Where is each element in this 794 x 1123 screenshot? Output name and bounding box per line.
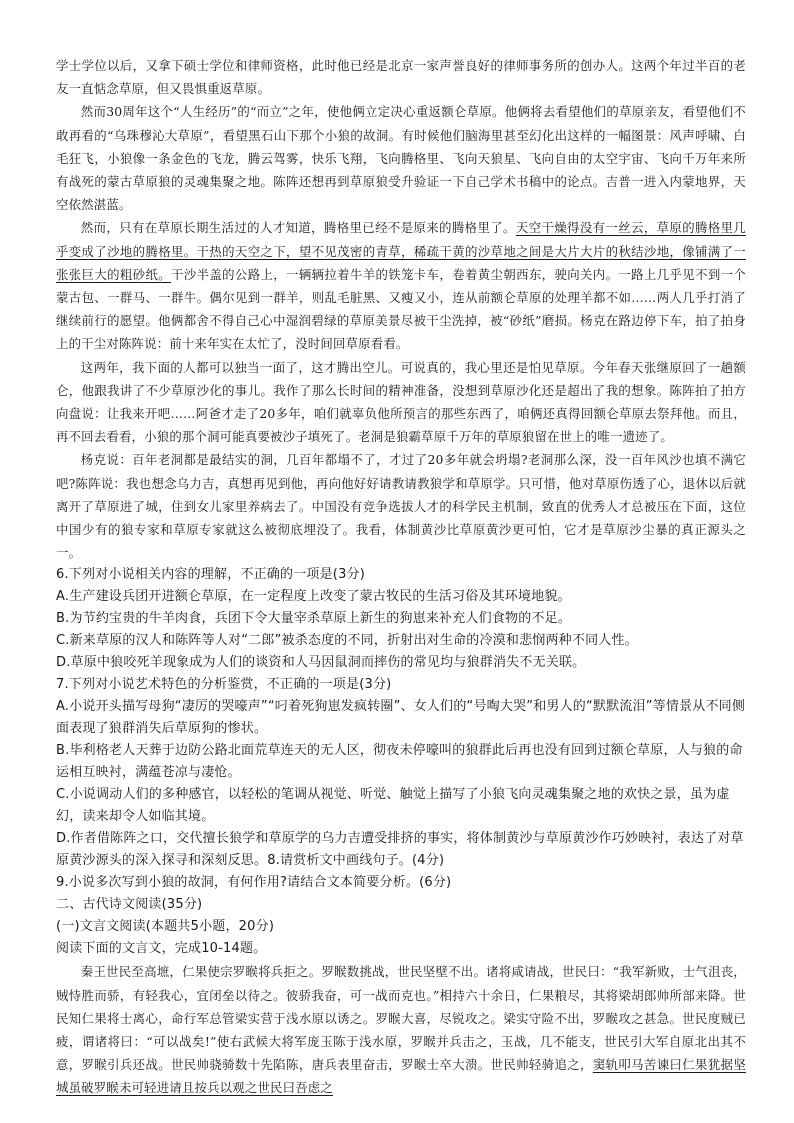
- underlined-sentence: 窦轨叩马苦谏曰仁果犹据坚城虽破罗睺未可轻进请且按兵以观之世民曰吾虑之: [56, 1057, 746, 1096]
- passage-text: 秦王世民至高墌，仁果使宗罗睺将兵拒之。罗睺数挑战，世民坚壁不出。诸将咸请战，世民曰：“我军新败，士气沮丧，贼恃胜而骄，有轻我心，宜闭垒以待之。彼骄我奋，可一战而克也。”相持六十余日，仁果粮尽，其将梁胡郎帅所部来降。世民知仁果将士离心，命行军总管梁实营于浅水原以诱之。罗睺大喜，尽锐攻之。梁实守险不出，罗睺攻之甚急。世民度贼已疲，谓诸将曰：“可以战矣!”使右武候大将军庞玉陈于浅水原，罗睺并兵击之，玉战，几不能支，世民引大军自原北出其不意，罗睺引兵还战。世民帅骁骑数十先陷陈，唐兵表里奋击，罗睺士卒大溃。世民帅轻骑追之，: [56, 964, 746, 1073]
- question-option: D.作者借陈阵之口，交代擅长狼学和草原学的乌力吉遭受排挤的事实，将体制黄沙与草原黄沙作巧妙映衬，表达了对草原黄沙源头的深入探寻和深刻反思。8.请赏析文中画线句子。(4分): [56, 831, 744, 869]
- passage-paragraph: [56, 216, 746, 355]
- passage-paragraph: [56, 960, 746, 1099]
- section-title: 二、古代诗文阅读(35分): [56, 897, 203, 913]
- question-option: A.生产建设兵团开进额仑草原，在一定程度上改变了蒙古牧民的生活习俗及其环境地貌。: [56, 589, 571, 605]
- question-line: 9.小说多次写到小狼的故洞，有何作用?请结合文本简要分析。(6分): [56, 875, 452, 891]
- question-option: B.为节约宝贵的牛羊肉食，兵团下令大量宰杀草原上新生的狗崽来补充人们食物的不足。: [56, 611, 572, 627]
- question-option: B.毕利格老人天葬于边防公路北面荒草连天的无人区，彻夜未停嚎叫的狼群此后再也没有回到过额仑草原，人与狼的命运相互映衬，满蕴苍凉与凄怆。: [56, 743, 743, 781]
- question-option: C.新来草原的汉人和陈阵等人对“二郎”被杀态度的不同，折射出对生命的冷漠和悲悯两种不同人性。: [56, 633, 638, 649]
- questions-block: [56, 564, 746, 960]
- novel-passage: [56, 54, 746, 564]
- classical-passage: [56, 960, 746, 1099]
- passage-text: 干沙半盖的公路上，一辆辆拉着牛羊的铁笼卡车，卷着黄尘朝西东，驶向关内。一路上几乎见不到一个蒙古包、一群马、一群牛。偶尔见到一群羊，则乱毛脏黑、又瘦又小，连从前额仑草原的处理羊都不如……两人几乎打消了继续前行的愿望。他俩都舍不得自己心中湿润碧绿的草原美景尽被干尘洗掉，被“砂纸”磨损。杨克在路边停下车，拍了拍身上的干尘对陈阵说：前十来年实在太忙了，没时间回草原看看。: [56, 266, 746, 352]
- subsection-title: (一)文言文阅读(本题共5小题，20分): [56, 919, 275, 935]
- passage-paragraph: 杨克说：百年老洞都是最结实的洞，几百年都塌不了，才过了20多年就会坍塌?老洞那么深，没一百年风沙也填不满它吧?陈阵说：我也想念乌力吉，真想再见到他，再向他好好请教请教狼学和草原学。只可惜，他对草原伤透了心，退休以后就离开了草原进了城，住到女儿家里养病去了。中国没有竞争选拔人才的科学民主机制，致直的优秀人才总被压在下面，这位中国少有的狼专家和草原专家就这么被彻底埋没了。我看，体制黄沙比草原黄沙更可怕，它才是草原沙尘暴的真正源头之一。: [56, 452, 746, 561]
- question-option: A.小说开头描写母狗“凄厉的哭嚎声”“叼着死狗崽发疯转圈”、女人们的“号啕大哭”和男人的“默默流泪”等情景从不同侧面表现了狼群消失后草原狗的惨状。: [56, 699, 746, 737]
- question-option: D.草原中狼咬死羊现象成为人们的谈资和人马因鼠洞而摔伤的常见均与狼群消失不无关联。: [56, 655, 586, 671]
- question-line: 6.下列对小说相关内容的理解，不正确的一项是(3分): [56, 567, 366, 583]
- passage-paragraph: 学士学位以后，又拿下硕士学位和律师资格，此时他已经是北京一家声誉良好的律师事务所的创办人。这两个年过半百的老友一直惦念草原，但又畏惧重返草原。: [56, 58, 746, 97]
- question-option: C.小说调动人们的多种感官，以轻松的笔调从视觉、听觉、触觉上描写了小狼飞向灵魂集聚之地的欢快之景，虽为虚幻，读来却令人如临其境。: [56, 787, 730, 825]
- underlined-sentence: 天空干燥得没有一丝云，草原的腾格里几乎变成了沙地的腾格里。干热的天空之下，望不见茂密的青草，稀疏干黄的沙草地之间是大片大片的秋结沙地，像铺满了一张张巨大的粗砂纸。: [56, 220, 746, 282]
- section-instruction: 阅读下面的文言文，完成10-14题。: [56, 941, 267, 957]
- passage-text: 然而，只有在草原长期生活过的人才知道，腾格里已经不是原来的腾格里了。: [80, 220, 516, 236]
- passage-paragraph: 然而30周年这个“人生经历”的“而立”之年，使他俩立定决心重返额仑草原。他俩将去看望他们的草原亲友，看望他们不敢再看的“乌珠穆沁大草原”，看望黑石山下那个小狼的故洞。有时候他们脑海里甚至幻化出这样的一幅图景：风声呼啸、白毛狂飞，小狼像一条金色的飞龙，腾云驾雾，快乐飞翔，飞向腾格里、飞向天狼星、飞向自由的太空宇宙、飞向千万年来所有战死的蒙古草原狼的灵魂集聚之地。陈阵还想再到草原狼受升验证一下自己学术书稿中的论点。吉普一进入内蒙地界，天空依然湛蓝。: [56, 104, 746, 213]
- question-line: 7.下列对小说艺术特色的分析鉴赏，不正确的一项是(3分): [56, 677, 392, 693]
- passage-paragraph: 这两年，我下面的人都可以独当一面了，这才腾出空儿。可说真的，我心里还是怕见草原。今年春天张继原回了一趟额仑，他跟我讲了不少草原沙化的事儿。我作了那么长时间的精神准备，没想到草原沙化还是超出了我的想象。陈阵拍了拍方向盘说：让我来开吧……阿爸才走了20多年，咱们就辜负他所预言的那些东西了，咱俩还真得回额仑草原去祭拜他。而且，再不回去看看，小狼的那个洞可能真要被沙子填死了。老洞是狼霸草原千万年的草原狼留在世上的唯一遗迹了。: [56, 359, 746, 445]
